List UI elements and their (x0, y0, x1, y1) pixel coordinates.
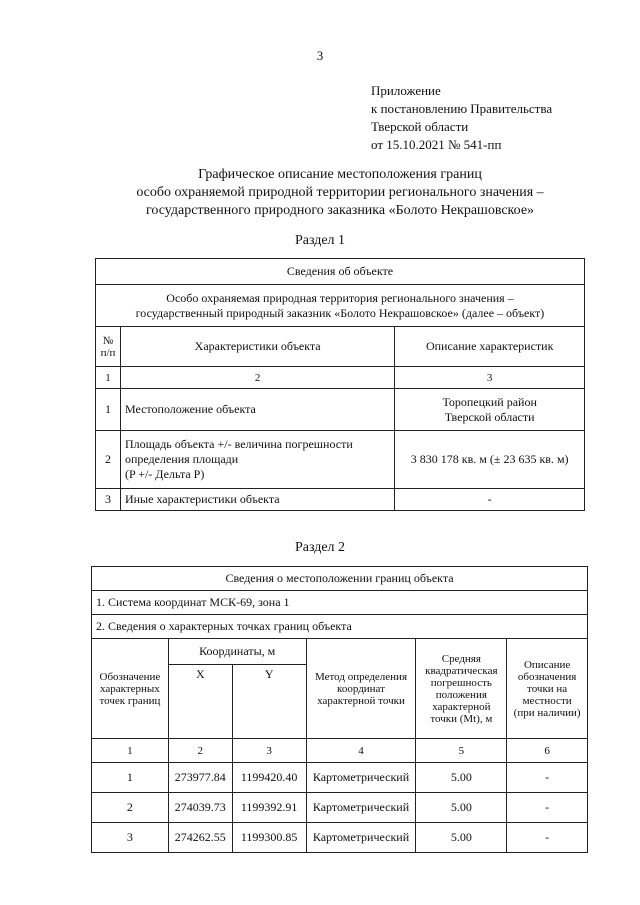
column-number: 2 (168, 739, 232, 763)
row-description: - (395, 489, 585, 511)
col-header-coordinates: Координаты, м (168, 639, 306, 665)
column-number: 1 (92, 739, 169, 763)
row-characteristic: Местоположение объекта (120, 389, 394, 431)
method: Картометрический (306, 823, 416, 853)
row-characteristic: Иные характеристики объекта (120, 489, 394, 511)
point-description: - (507, 823, 588, 853)
table-row (92, 823, 588, 853)
col-header-point-description: Описание обозначения точки на местности (при наличии) (507, 639, 588, 739)
table-row (92, 793, 588, 823)
coord-y: 1199392.91 (232, 793, 306, 823)
method: Картометрический (306, 763, 416, 793)
description-line: Тверской области (444, 409, 535, 424)
appendix-line: Приложение (371, 83, 441, 98)
col-header-point: Обозначение характерных точек границ (92, 639, 169, 739)
row-description: 3 830 178 кв. м (± 23 635 кв. м) (395, 431, 585, 489)
title-line: государственного природного заказника «Болото Некрашовское» (145, 203, 535, 218)
error-value: 5.00 (416, 763, 507, 793)
table-row (96, 431, 585, 489)
row-number: 1 (96, 389, 121, 431)
row-description (395, 389, 585, 431)
coordinate-system: 1. Система координат МСК-69, зона 1 (92, 591, 588, 615)
table-header: Сведения о местоположении границ объекта (92, 567, 588, 591)
col-header-characteristics: Характеристики объекта (120, 327, 394, 367)
point-id: 1 (92, 763, 169, 793)
table-header: Сведения об объекте (96, 259, 585, 285)
coord-x: 274039.73 (168, 793, 232, 823)
characteristic-line: определения площади (124, 452, 239, 466)
point-id: 2 (92, 793, 169, 823)
col-header-number: № п/п (96, 327, 121, 367)
row-number: 2 (96, 431, 121, 489)
error-value: 5.00 (416, 823, 507, 853)
object-line: Особо охраняемая природная территория регионального значения – (166, 290, 514, 305)
object-line: государственный природный заказник «Болото Некрашовское» (далее – объект) (135, 305, 545, 320)
col-header-description: Описание характеристик (395, 327, 585, 367)
method: Картометрический (306, 793, 416, 823)
title-line: особо охраняемой природной территории регионального значения – (136, 185, 544, 200)
table-row (96, 489, 585, 511)
boundary-points-table (91, 566, 588, 853)
appendix-line: от 15.10.2021 № 541-пп (371, 137, 502, 152)
column-number: 3 (232, 739, 306, 763)
point-id: 3 (92, 823, 169, 853)
row-number: 3 (96, 489, 121, 511)
characteristic-line: (P +/- Дельта P) (124, 467, 205, 481)
table-row (92, 763, 588, 793)
section2-title: Раздел 2 (294, 540, 346, 555)
appendix-line: Тверской области (371, 119, 469, 134)
section1-title: Раздел 1 (294, 233, 346, 248)
appendix-line: к постановлению Правительства (371, 101, 553, 116)
table-row (96, 389, 585, 431)
column-number: 2 (120, 367, 394, 389)
column-number: 1 (96, 367, 121, 389)
page-number: 3 (316, 48, 324, 63)
point-description: - (507, 793, 588, 823)
coord-x: 273977.84 (168, 763, 232, 793)
object-description (96, 285, 585, 327)
object-info-table (95, 258, 585, 511)
document-title (60, 166, 620, 220)
column-number: 3 (395, 367, 585, 389)
characteristic-line: Площадь объекта +/- величина погрешности (124, 437, 353, 451)
coord-y: 1199420.40 (232, 763, 306, 793)
col-header-x: X (168, 665, 232, 739)
coord-y: 1199300.85 (232, 823, 306, 853)
col-header-error: Средняя квадратическая погрешность положения характерной точки (Mt), м (416, 639, 507, 739)
points-info: 2. Сведения о характерных точках границ объекта (92, 615, 588, 639)
description-line: Торопецкий район (442, 394, 537, 409)
column-number: 4 (306, 739, 416, 763)
point-description: - (507, 763, 588, 793)
column-number: 6 (507, 739, 588, 763)
col-header-y: Y (232, 665, 306, 739)
error-value: 5.00 (416, 793, 507, 823)
row-characteristic (120, 431, 394, 489)
column-number: 5 (416, 739, 507, 763)
appendix-block (371, 82, 552, 154)
title-line: Графическое описание местоположения границ (198, 167, 482, 182)
coord-x: 274262.55 (168, 823, 232, 853)
col-header-method: Метод определения координат характерной точки (306, 639, 416, 739)
